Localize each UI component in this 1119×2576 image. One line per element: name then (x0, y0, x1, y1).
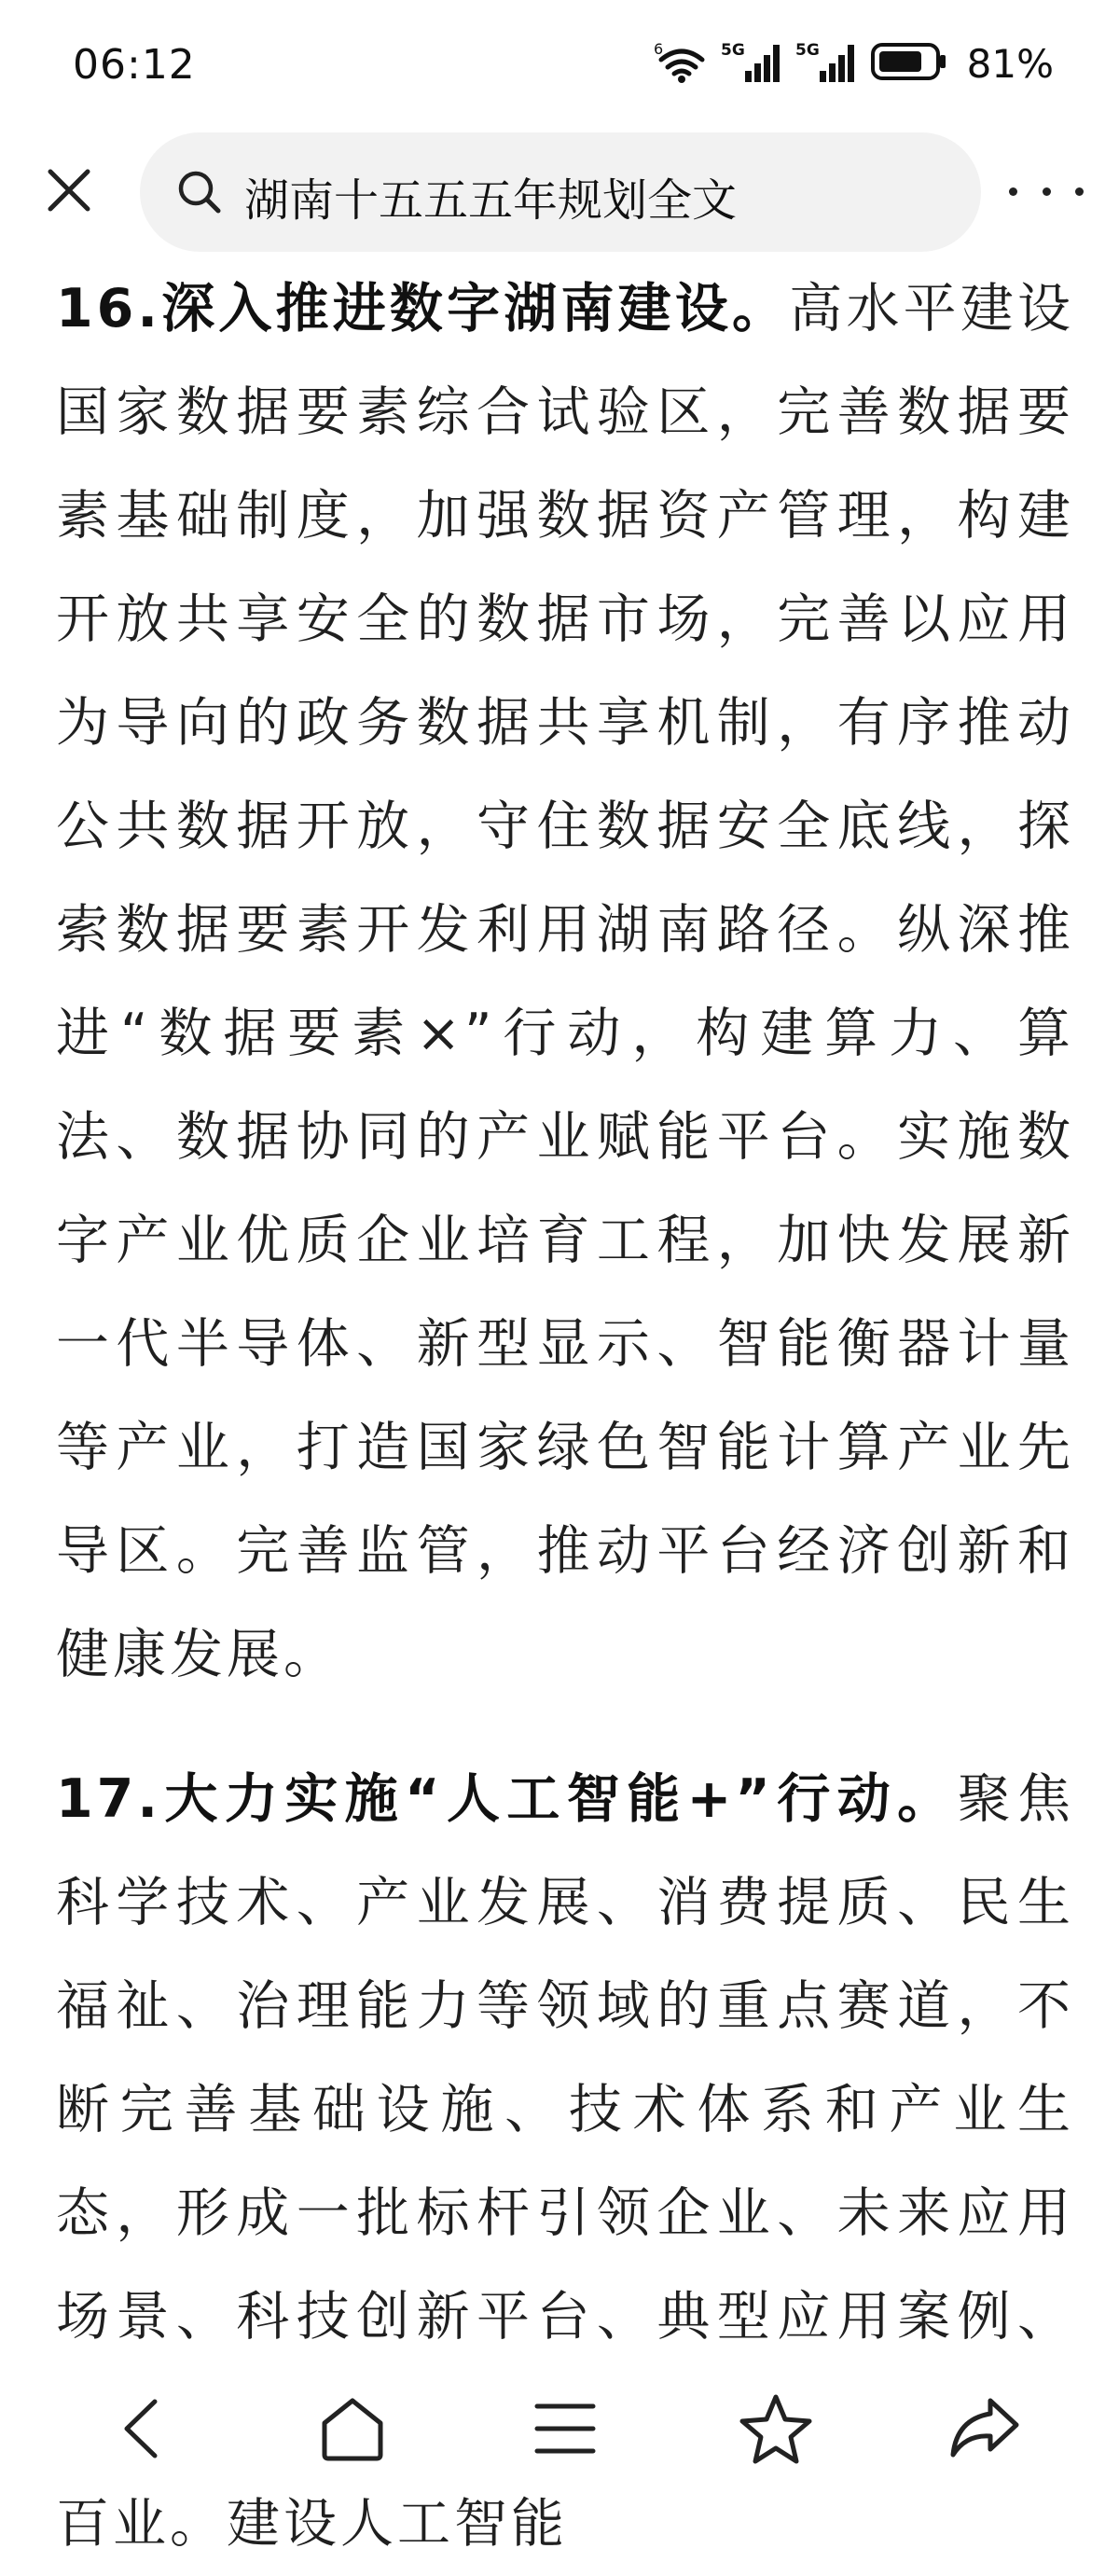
home-button[interactable] (310, 2386, 395, 2472)
paragraph-heading: 17.大力实施“人工智能+”行动。 (56, 1768, 958, 1830)
wifi-icon (654, 39, 708, 88)
more-icon-dot (1043, 187, 1051, 196)
search-icon (175, 168, 224, 216)
status-bar (0, 0, 1119, 131)
signal-5g-icon (795, 39, 857, 88)
close-icon (45, 166, 93, 215)
battery-percent: 81% (966, 40, 1054, 87)
home-icon (317, 2393, 388, 2464)
status-indicators (654, 37, 1054, 90)
more-options-button[interactable] (1009, 168, 1084, 215)
more-icon (1009, 187, 1017, 196)
search-bar[interactable] (140, 132, 981, 252)
article-paragraph (56, 257, 1074, 1707)
battery-fill (879, 51, 921, 72)
search-query-text[interactable]: 湖南十五五五年规划全文 (244, 174, 738, 227)
battery-icon (870, 40, 948, 87)
back-button[interactable] (99, 2386, 185, 2472)
paragraph-body: 高水平建设国家数据要素综合试验区，完善数据要素基础制度，加强数据资产管理，构建开放共享安全的数据市场，完善以应用为导向的政务数据共享机制，有序推动公共数据开放，守住数据安全底线，探索数据要素开发利用湖南路径。纵深推进“数据要素×”行动，构建算力、算法、数据协同的产业赋能平台。实施数字产业优质企业培育工程，加快发展新一代半导体、新型显示、智能衡器计量等产业，打造国家绿色智能计算产业先导区。完善监管，推动平台经济创新和健康发展。 (56, 278, 1075, 1685)
wifi-label: 6 (653, 40, 663, 58)
signal-label: 5G (720, 41, 745, 60)
signal-label: 5G (794, 41, 820, 60)
status-time: 06:12 (73, 41, 196, 89)
signal-5g-icon (721, 39, 782, 88)
menu-icon (532, 2399, 598, 2458)
article-content (56, 257, 1075, 2555)
search-header (0, 131, 1119, 254)
share-button[interactable] (942, 2386, 1028, 2472)
paragraph-heading: 16.深入推进数字湖南建设。 (56, 278, 790, 339)
paragraph-body: 聚焦科学技术、产业发展、消费提质、民生福祉、治理能力等领域的重点赛道，不断完善基础设施、技术体系和产业生态，形成一批标杆引领企业、未来应用场景、科技创新平台、典型应用案例、 百业。建设人工智能 (56, 1768, 1074, 2555)
bottom-navigation (0, 2369, 1119, 2485)
favorite-button[interactable] (733, 2386, 819, 2472)
more-icon-dot (1075, 187, 1084, 196)
back-icon (114, 2396, 170, 2461)
share-icon (947, 2395, 1022, 2462)
favorite-star-icon (739, 2392, 813, 2465)
close-button[interactable] (39, 160, 99, 220)
menu-button[interactable] (522, 2386, 608, 2472)
